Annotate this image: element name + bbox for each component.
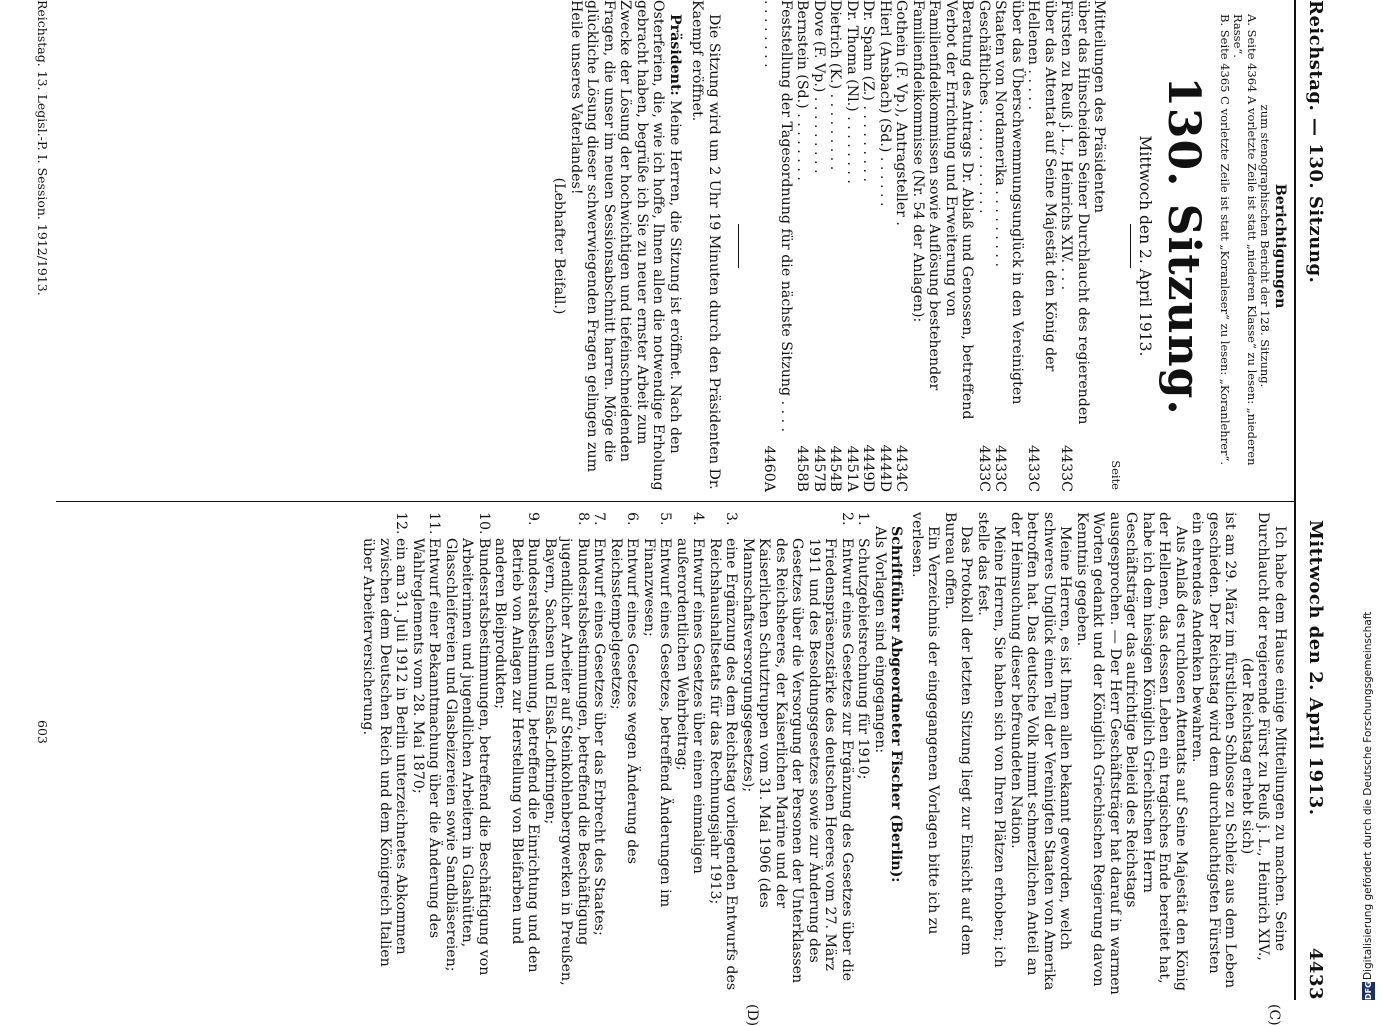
item-text: Entwurf einer Bekanntmachung über die Änderung des Wahlreglements vom 28. Mai 1870; — [410, 538, 443, 939]
item-text: Entwurf eines Gesetzes zur Ergänzung des Gesetzes über die Friedenspräsenzstärke des deutschen Heeres vom 27. März 1911 und des Besoldungsgesetzes sowie zur Änderung des Gesetzes über die Versorgung der Personen der Unterklassen des Reichsheeres, der Kaiserlichen Marine und der Kaiserlichen Schutztruppen vom 31. Mai 1906 (des Mannschaftsversorgungsgesetzes); — [740, 538, 855, 984]
toc-page: 4433C — [1025, 445, 1042, 492]
item-text: Schutzgebietsrechnung für 1910; — [855, 538, 872, 780]
item-number: 9. — [525, 512, 542, 526]
item-number: 5. — [657, 512, 674, 526]
header-rule — [1294, 0, 1296, 1000]
speaker-page: 4449D — [860, 444, 877, 492]
bill-list — [360, 512, 872, 1000]
item-text: eine Ergänzung des dem Reichstag vorliegenden Entwurfs des Reichshaushaltsetats für das Rechnungsjahr 1913; — [707, 538, 740, 991]
paragraph: Ich habe dem Hause einige Mitteilungen zu machen. Seine Durchlaucht der regierende Fürst zu Reuß j. L., Heinrich XIV., — [1255, 512, 1288, 961]
paragraph: ist am 29. März im fürstlichen Schlosse zu Schleiz aus dem Leben geschieden. Der Reichstag wird dem durchlauchtigsten Fürsten ein ehrendes Andenken bewahren. — [1189, 512, 1239, 989]
toc-page — [910, 440, 976, 492]
running-header — [1296, 0, 1340, 1000]
dfg-credit — [1362, 10, 1376, 1000]
item-text: Entwurf eines Gesetzes, betreffend Änderungen im Finanzwesen; — [641, 538, 674, 908]
session-date: Mittwoch den 2. April 1913. — [1136, 135, 1155, 357]
item-text: Entwurf eines Gesetzes über das Erbrecht des Staates; — [591, 538, 608, 936]
toc-page: 4433C — [992, 445, 1009, 492]
item-number: 10. — [476, 512, 492, 535]
margin-letter-c: (C) — [1266, 1004, 1282, 1026]
toc-page — [1091, 440, 1108, 492]
correction-a: A. Seite 4364 A vorletzte Zeile ist statt „niederen Klasse“ zu lesen: „niederen Rasse“. — [1231, 14, 1259, 466]
intro-line: Als Vorlagen sind eingegangen: — [872, 526, 888, 754]
dfg-credit-text: Digitalisierung gefördert durch die Deutsche Forschungsgemeinschaft — [1362, 611, 1374, 980]
corrections-title: Berichtigungen — [1272, 183, 1288, 309]
toc-entry: Feststellung der Tagesordnung für die nächste Sitzung . . . . . . . . . . . . — [761, 0, 794, 433]
toc-row — [1091, 0, 1108, 492]
item-number: 4. — [690, 512, 707, 526]
speaker-name: Dr. Thoma (Nl.) . . . . . . . . — [844, 0, 860, 184]
toc-page: 4433C — [976, 445, 992, 492]
list-item — [591, 512, 608, 1000]
list-item — [443, 512, 493, 1000]
speaker-page: 4457B — [811, 445, 827, 492]
speaker-row — [811, 0, 828, 492]
item-number: 12. — [393, 512, 410, 535]
opening-line: Die Sitzung wird um 2 Uhr 19 Minuten durch den Präsidenten Dr. Kaempf eröffnet. — [689, 0, 722, 490]
list-item — [410, 512, 443, 1000]
toc-row — [1025, 0, 1058, 492]
session-title: 130. Sitzung. — [1158, 76, 1210, 416]
table-of-contents — [761, 0, 1108, 492]
paragraph: Aus Anlaß des ruchlosen Attentats auf Seine Majestät den König der Hellenen, das dessen Leben ein tragisches Ende bereitet hat, habe ich dem hiesigen Königlich Griechischen Herrn Geschäftsträger das aufrichtige Beileid des Reichstags ausgesprochen. — Der Herr Geschäftsträger hat darauf in warmen Worten gedankt und der Königlich Griechischen Regierung davon Kenntnis gegeben. — [1074, 512, 1189, 995]
item-text: ein am 31. Juli 1912 in Berlin unterzeichnetes Abkommen zwischen dem Deutschen Reich und dem Königreich Italien über Arbeiterversicherung. — [360, 538, 410, 967]
item-number: 7. — [591, 512, 608, 526]
item-number: 6. — [624, 512, 641, 526]
footer-page: 603 — [35, 720, 50, 744]
paragraph: Meine Herren, es ist Ihnen allen bekannt geworden, welch schweres Unglück einen Teil der Vereinigten Staaten von Amerika betroffen hat. Das deutsche Volk nimmt schmerzlichen Anteil an der Heimsuchung dieser befreundeten Nation. — [1008, 512, 1074, 991]
item-number: 2. — [839, 512, 855, 526]
speaker-page: 4444D — [877, 444, 893, 492]
right-column — [360, 512, 1288, 1000]
item-text: Bundesratsbestimmungen, betreffend die Beschäftigung von Arbeiterinnen und jugendlichen Arbeitern in Glashütten, Glasschleifereien und Glasbeizereien sowie Sandbläsereien; — [443, 538, 492, 976]
list-item — [674, 512, 707, 1000]
speaker-page: 4451A — [844, 445, 860, 492]
speaker-name: Gothein (F. Vp.), Antragsteller . — [893, 0, 910, 226]
item-text: Entwurf eines Gesetzes wegen Änderung des Reichsstempelgesetzes; — [608, 538, 641, 864]
header-left: Reichstag. — 130. Sitzung. — [1305, 0, 1326, 284]
speaker-page: 4434C — [893, 445, 910, 492]
toc-entry: Beratung des Antrags Dr. Ablaß und Genossen, betreffend Verbot der Errichtung und Erweiterung von Familienfideikommissen sowie Auflösung bestehender Familienfideikommisse (Nr. 54 der Anlagen): — [910, 0, 976, 420]
page-number: 4433 — [1305, 947, 1326, 1000]
toc-page: 4433C — [1058, 445, 1075, 492]
item-number: 8. — [575, 512, 591, 526]
speaker-row — [893, 0, 910, 492]
applause-note: (Lebhafter Beifall.) — [551, 177, 568, 315]
margin-letter-d: (D) — [744, 1004, 760, 1026]
toc-row — [910, 0, 976, 492]
speaker-name: Dr. Spahn (Z.) . . . . . . . . . — [860, 0, 877, 183]
item-number: 11. — [426, 512, 443, 535]
toc-row — [976, 0, 993, 492]
list-item — [360, 512, 410, 1000]
toc-entry: Mitteilungen des Präsidenten — [1091, 0, 1108, 214]
dfg-logo-icon: DFG — [1364, 981, 1373, 1000]
speaker-row — [877, 0, 894, 492]
speaker-label: Präsident: — [667, 14, 683, 96]
toc-page: 4460A — [761, 445, 778, 492]
list-item — [608, 512, 641, 1000]
speaker-row — [827, 0, 844, 492]
toc-entry: Geschäftliches . . . . . . . . . . . . — [976, 0, 992, 214]
paragraph: Ein Verzeichnis der eingegangenen Vorlagen bitte ich zu verlesen. — [909, 512, 942, 935]
seite-label: Seite — [1109, 460, 1123, 490]
corrections-subtitle: zum stenographischen Bericht der 128. Sitzung. — [1258, 104, 1273, 388]
toc-entry: über das Attentat auf Seine Majestät den König der Hellenen . . . . . — [1025, 0, 1058, 372]
toc-row — [761, 0, 794, 492]
speaker-page: 4454B — [827, 445, 844, 492]
toc-entry: über das Überschwemmungsunglück in den Vereinigten Staaten von Nordamerika . . . . . . . . . — [992, 0, 1025, 405]
list-item — [740, 512, 856, 1000]
clerk-label: Schriftführer Abgeordneter Fischer (Berlin): — [888, 526, 905, 883]
speaker-name: Dove (F. Vp.) . . . . . . . . . — [811, 0, 827, 174]
list-item — [641, 512, 674, 1000]
speaker-row — [844, 0, 861, 492]
president-speech — [568, 0, 684, 492]
item-number: 3. — [723, 512, 740, 526]
toc-entry: über das Hinscheiden Seiner Durchlaucht des regierenden Fürsten zu Reuß j. L., Heinrichs XIV. . . . — [1058, 0, 1091, 425]
speech-text: Meine Herren, die Sitzung ist eröffnet. Nach den Osterferien, die, wie ich hoffe, Ihnen allen die notwendige Erholung gebracht haben, begrüße ich Sie zu neuer ernster Arbeit zum Zwecke der Lösung der hochwichtigen und tiefeinschneidenden Fragen, die unser im neuen Sessionsabschnitt harren. Möge die glückliche Lösung dieser schwerwiegenden Fragen gelingen zum Heile unseres Vaterlandes! — [568, 0, 683, 491]
list-item — [542, 512, 592, 1000]
paragraph: Meine Herren, Sie haben sich von Ihren Plätzen erhoben; ich stelle das fest. — [975, 512, 1008, 968]
speaker-row — [794, 0, 811, 492]
toc-row — [1058, 0, 1091, 492]
list-item — [492, 512, 542, 1000]
item-text: Bundesratsbestimmung, betreffend die Einrichtung und den Betrieb von Anlagen zur Herstellung von Bleifarben und anderen Bleiprodukten; — [492, 538, 542, 973]
stage-direction: (der Reichstag erhebt sich) — [1239, 657, 1255, 855]
correction-b: B. Seite 4365 C vorletzte Zeile ist statt „Koranleser“ zu lesen: „Koranlehrer“. — [1218, 14, 1232, 466]
title-rule — [1130, 224, 1131, 268]
speaker-page: 4458B — [794, 445, 811, 492]
toc-row — [992, 0, 1025, 492]
speaker-name: Dietrich (K.) . . . . . . . . . — [827, 0, 844, 171]
item-text: Entwurf eines Gesetzes über einen einmaligen außerordentlichen Wehrbeitrag; — [674, 538, 707, 874]
speaker-row — [860, 0, 877, 492]
list-item — [707, 512, 740, 1000]
item-text: Bundesratsbestimmungen, betreffend die Beschäftigung jugendlicher Arbeiter auf Steinkohlenbergwerken in Preußen, Bayern, Sachsen und Elsaß-Lothringen; — [542, 538, 591, 986]
column-divider — [56, 501, 1294, 502]
list-item — [855, 512, 872, 1000]
speaker-name: Bernstein (Sd.) . . . . . . . . — [794, 0, 811, 181]
header-center: Mittwoch den 2. April 1913. — [1305, 520, 1326, 816]
item-number: 1. — [855, 512, 872, 526]
speaker-name: Hierl (Ansbach) (Sd.) . . . . . . — [877, 0, 893, 207]
section-rule — [738, 224, 739, 268]
left-column — [551, 0, 1288, 492]
footer-left: Reichstag. 13. Legisl.-P. I. Session. 1912/1913. — [35, 0, 50, 296]
paragraph: Das Protokoll der letzten Sitzung liegt zur Einsicht auf dem Bureau offen. — [942, 512, 975, 956]
